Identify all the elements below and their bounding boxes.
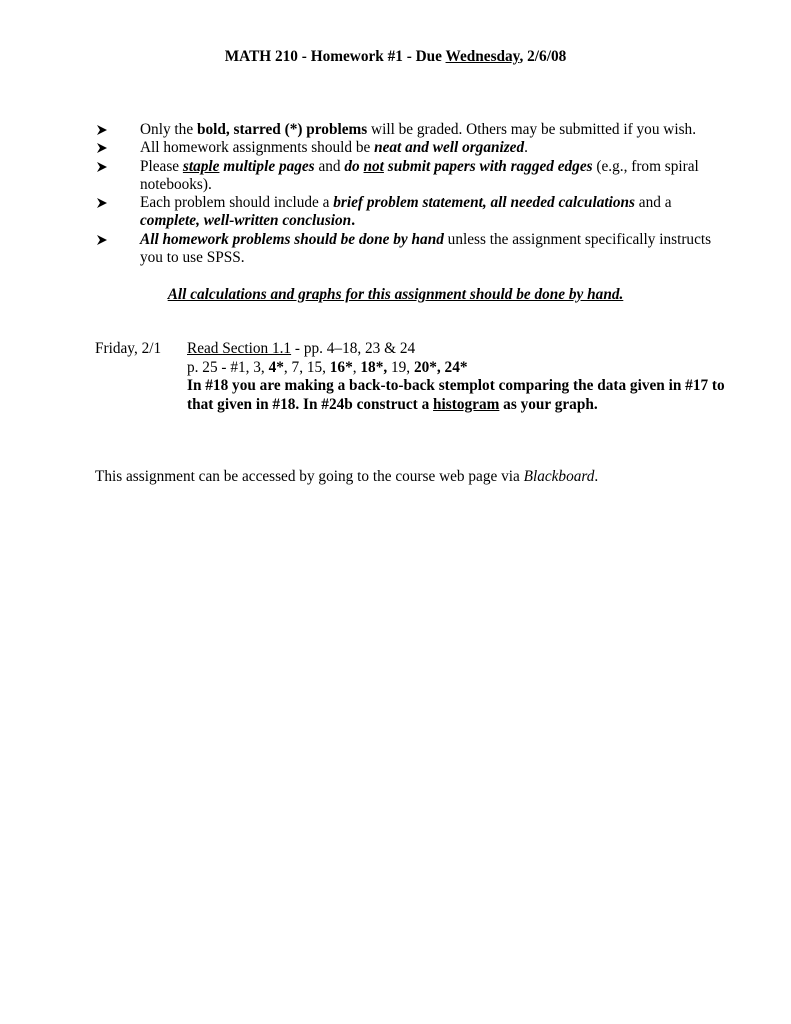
reading-section: Read Section 1.1 — [187, 340, 292, 357]
access-note: This assignment can be accessed by going to the course web page via Blackboard. — [95, 468, 599, 485]
rules-list — [95, 121, 735, 267]
list-item: Please staple multiple pages and do not submit papers with ragged edges (e.g., from spiral notebooks). — [95, 158, 735, 195]
arrow-bullet-icon — [95, 158, 109, 176]
problems-line: p. 25 - #1, 3, 4*, 7, 15, 16*, 18*, 19, 20*, 24* — [187, 358, 468, 376]
arrow-bullet-icon — [95, 139, 109, 157]
list-item: Each problem should include a brief problem statement, all needed calculations and a complete, well-written conclusion. — [95, 194, 735, 231]
title-due-day: Wednesday — [445, 48, 520, 65]
list-item: All homework problems should be done by hand unless the assignment specifically instructs you to use SPSS. — [95, 231, 735, 268]
arrow-bullet-icon — [95, 231, 109, 249]
hand-calculation-notice: All calculations and graphs for this assignment should be done by hand. — [167, 286, 624, 303]
list-item: Only the bold, starred (*) problems will be graded. Others may be submitted if you wish. — [95, 121, 735, 139]
arrow-bullet-icon — [95, 194, 109, 212]
title-text: MATH 210 - Homework #1 - Due — [224, 48, 446, 65]
blackboard-text: Blackboard — [523, 468, 595, 485]
schedule-day: Friday, 2/1 — [95, 340, 162, 357]
arrow-bullet-icon — [95, 121, 109, 139]
schedule-details — [187, 340, 727, 414]
list-item: All homework assignments should be neat and well organized. — [95, 139, 735, 157]
page-title — [0, 48, 791, 66]
title-date: , 2/6/08 — [519, 48, 567, 65]
problem-instructions: In #18 you are making a back-to-back stemplot comparing the data given in #17 to that given in #18. In #24b construct a histogram as your graph. — [187, 377, 725, 413]
reading-line: Read Section 1.1 - pp. 4–18, 23 & 24 — [187, 340, 416, 357]
